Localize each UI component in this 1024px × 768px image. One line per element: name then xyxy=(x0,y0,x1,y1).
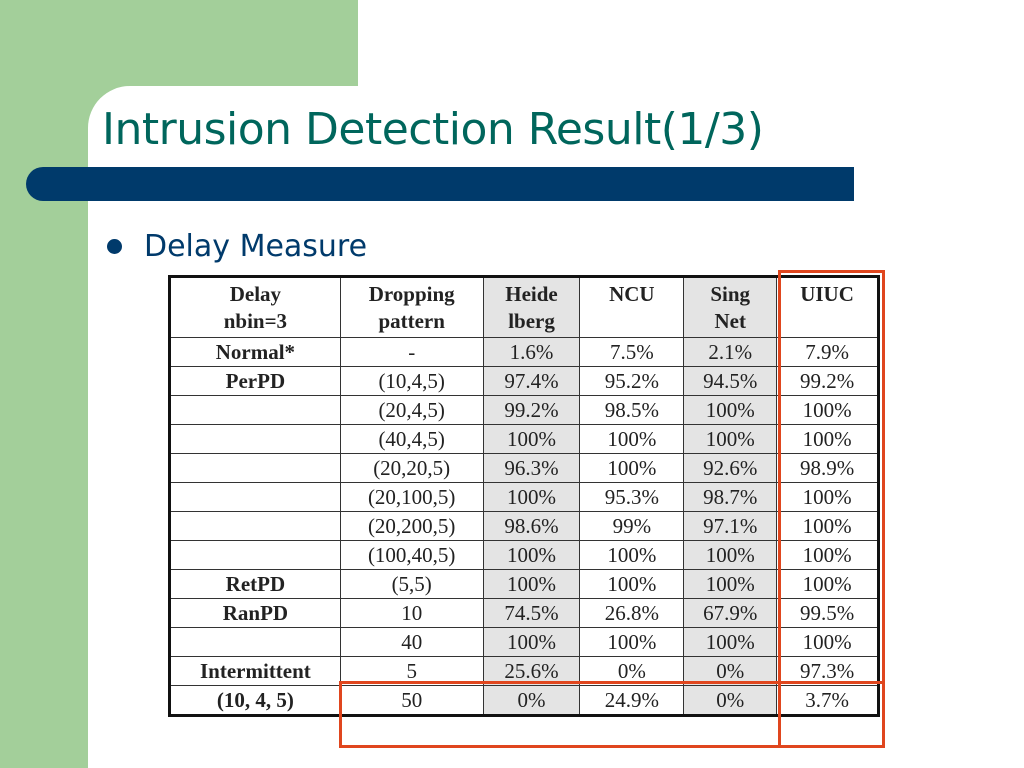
cell-ncu: 100% xyxy=(580,628,684,657)
cell-singnet: 0% xyxy=(684,657,777,686)
cell-singnet: 98.7% xyxy=(684,483,777,512)
cell-heidelberg: 100% xyxy=(483,628,580,657)
cell-heidelberg: 25.6% xyxy=(483,657,580,686)
cell-ncu: 100% xyxy=(580,541,684,570)
table-header-row xyxy=(170,277,879,338)
results-table xyxy=(168,275,880,717)
table-row xyxy=(170,628,879,657)
cell-uiuc: 97.3% xyxy=(777,657,879,686)
table-row xyxy=(170,367,879,396)
header-dropping-pattern: Dropping pattern xyxy=(340,277,483,338)
cell-pattern: 50 xyxy=(340,686,483,716)
cell-heidelberg: 98.6% xyxy=(483,512,580,541)
table-row xyxy=(170,454,879,483)
cell-singnet: 100% xyxy=(684,570,777,599)
cell-ncu: 95.3% xyxy=(580,483,684,512)
cell-pattern: (5,5) xyxy=(340,570,483,599)
cell-singnet: 97.1% xyxy=(684,512,777,541)
cell-heidelberg: 99.2% xyxy=(483,396,580,425)
header-singnet: Sing Net xyxy=(684,277,777,338)
table-row xyxy=(170,483,879,512)
cell-heidelberg: 100% xyxy=(483,483,580,512)
cell-uiuc: 100% xyxy=(777,396,879,425)
cell-heidelberg: 0% xyxy=(483,686,580,716)
header-ncu: NCU xyxy=(580,277,684,338)
cell-singnet: 100% xyxy=(684,541,777,570)
table-row xyxy=(170,541,879,570)
cell-pattern: 5 xyxy=(340,657,483,686)
header-heidelberg: Heide lberg xyxy=(483,277,580,338)
cell-ncu: 99% xyxy=(580,512,684,541)
cell-heidelberg: 100% xyxy=(483,541,580,570)
cell-delay xyxy=(170,541,341,570)
header-uiuc: UIUC xyxy=(777,277,879,338)
cell-delay xyxy=(170,483,341,512)
cell-pattern: (20,4,5) xyxy=(340,396,483,425)
cell-ncu: 100% xyxy=(580,425,684,454)
cell-uiuc: 3.7% xyxy=(777,686,879,716)
table-row xyxy=(170,657,879,686)
cell-uiuc: 100% xyxy=(777,483,879,512)
cell-heidelberg: 100% xyxy=(483,570,580,599)
cell-ncu: 98.5% xyxy=(580,396,684,425)
cell-singnet: 92.6% xyxy=(684,454,777,483)
cell-uiuc: 100% xyxy=(777,512,879,541)
cell-pattern: 40 xyxy=(340,628,483,657)
cell-ncu: 100% xyxy=(580,454,684,483)
slide-title: Intrusion Detection Result(1/3) xyxy=(102,104,764,155)
title-underline-bar xyxy=(26,167,854,201)
cell-pattern: (20,200,5) xyxy=(340,512,483,541)
cell-uiuc: 100% xyxy=(777,425,879,454)
cell-ncu: 7.5% xyxy=(580,338,684,367)
cell-delay: Intermittent xyxy=(170,657,341,686)
cell-ncu: 95.2% xyxy=(580,367,684,396)
cell-heidelberg: 100% xyxy=(483,425,580,454)
cell-singnet: 67.9% xyxy=(684,599,777,628)
table-row xyxy=(170,599,879,628)
bullet-dot-icon xyxy=(107,239,122,254)
cell-uiuc: 98.9% xyxy=(777,454,879,483)
cell-singnet: 94.5% xyxy=(684,367,777,396)
cell-delay: (10, 4, 5) xyxy=(170,686,341,716)
cell-delay: RetPD xyxy=(170,570,341,599)
cell-uiuc: 99.5% xyxy=(777,599,879,628)
cell-heidelberg: 97.4% xyxy=(483,367,580,396)
cell-pattern: (100,40,5) xyxy=(340,541,483,570)
cell-uiuc: 99.2% xyxy=(777,367,879,396)
cell-uiuc: 100% xyxy=(777,541,879,570)
cell-ncu: 100% xyxy=(580,570,684,599)
table-row xyxy=(170,396,879,425)
cell-singnet: 100% xyxy=(684,628,777,657)
cell-delay xyxy=(170,628,341,657)
cell-heidelberg: 1.6% xyxy=(483,338,580,367)
cell-delay xyxy=(170,425,341,454)
cell-pattern: (40,4,5) xyxy=(340,425,483,454)
cell-pattern: (20,100,5) xyxy=(340,483,483,512)
cell-singnet: 0% xyxy=(684,686,777,716)
cell-heidelberg: 96.3% xyxy=(483,454,580,483)
cell-uiuc: 100% xyxy=(777,628,879,657)
cell-ncu: 26.8% xyxy=(580,599,684,628)
bullet-item xyxy=(107,224,367,268)
cell-pattern: - xyxy=(340,338,483,367)
cell-singnet: 100% xyxy=(684,396,777,425)
table-row xyxy=(170,512,879,541)
cell-delay xyxy=(170,396,341,425)
cell-ncu: 24.9% xyxy=(580,686,684,716)
cell-delay: PerPD xyxy=(170,367,341,396)
cell-delay xyxy=(170,512,341,541)
table-row xyxy=(170,686,879,716)
cell-singnet: 2.1% xyxy=(684,338,777,367)
table-row xyxy=(170,338,879,367)
cell-heidelberg: 74.5% xyxy=(483,599,580,628)
cell-pattern: (10,4,5) xyxy=(340,367,483,396)
cell-ncu: 0% xyxy=(580,657,684,686)
cell-pattern: (20,20,5) xyxy=(340,454,483,483)
table-row xyxy=(170,425,879,454)
cell-delay: Normal* xyxy=(170,338,341,367)
cell-uiuc: 7.9% xyxy=(777,338,879,367)
table-row xyxy=(170,570,879,599)
cell-singnet: 100% xyxy=(684,425,777,454)
cell-pattern: 10 xyxy=(340,599,483,628)
cell-delay xyxy=(170,454,341,483)
bullet-text: Delay Measure xyxy=(144,228,368,264)
header-delay: Delay nbin=3 xyxy=(170,277,341,338)
cell-delay: RanPD xyxy=(170,599,341,628)
cell-uiuc: 100% xyxy=(777,570,879,599)
